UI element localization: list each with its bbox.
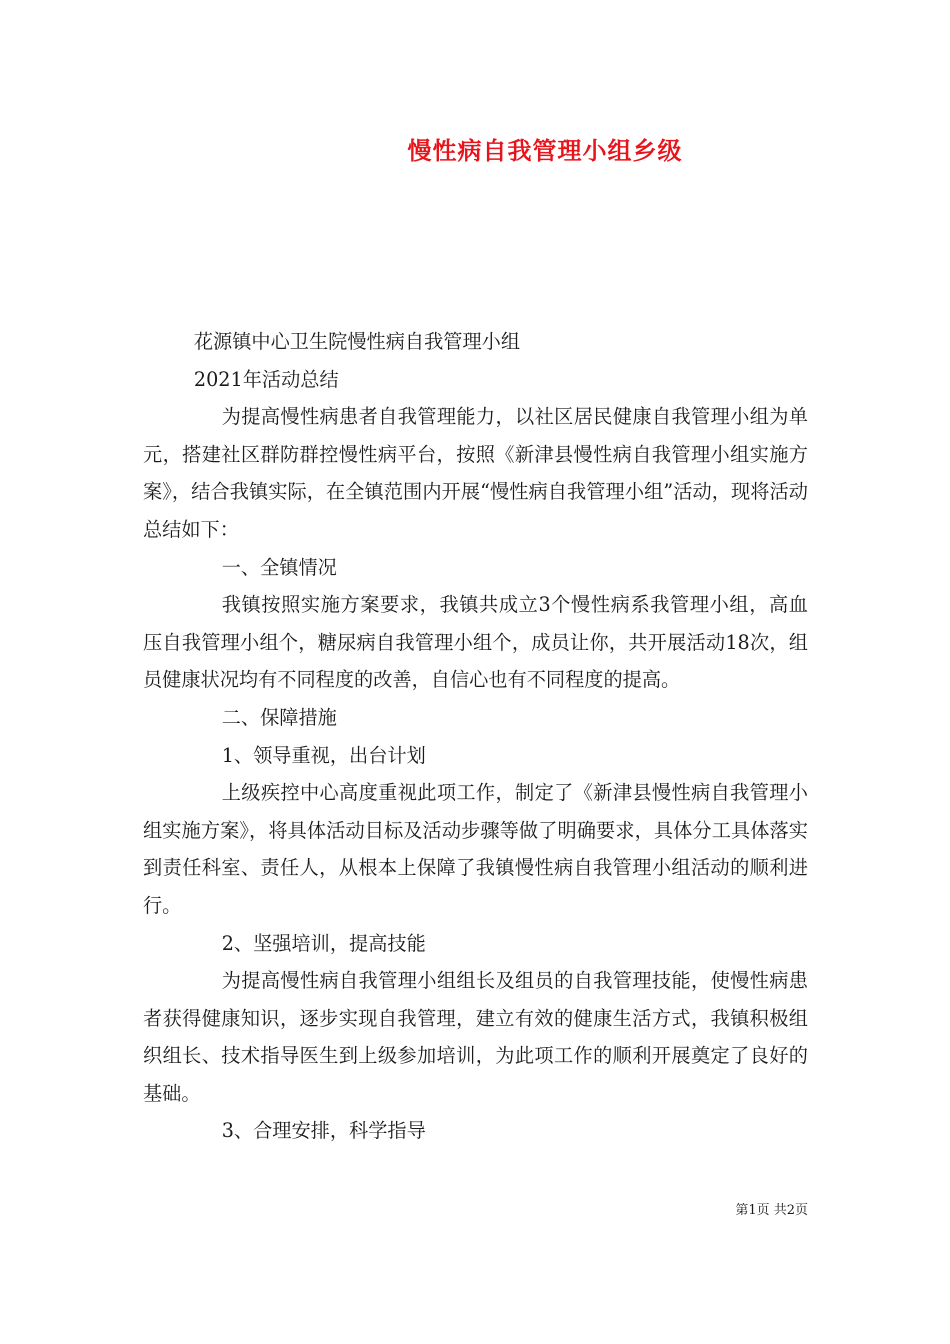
- paragraph-overview: 我镇按照实施方案要求，我镇共成立3个慢性病系我管理小组，高血压自我管理小组个，糖尿病自我管理小组个，成员让你，共开展活动18次，组员健康状况均有不同程度的改善，自信心也有不同程度的提高。: [143, 593, 808, 692]
- paragraph-leadership: 上级疾控中心高度重视此项工作，制定了《新津县慢性病自我管理小组实施方案》，将具体活动目标及活动步骤等做了明确要求，具体分工具体落实到责任科室、责任人，从根本上保障了我镇慢性病自我管理小组活动的顺利进行。: [143, 781, 808, 917]
- subheading-leadership: 1、领导重视，出台计划: [221, 743, 426, 767]
- page-number: 第1页 共2页: [735, 1203, 808, 1218]
- paragraph-intro: 为提高慢性病患者自我管理能力，以社区居民健康自我管理小组为单元，搭建社区群防群控慢性病平台，按照《新津县慢性病自我管理小组实施方案》，结合我镇实际，在全镇范围内开展“慢性病自我管理小组”活动，现将活动总结如下：: [143, 405, 808, 541]
- org-line: 花源镇中心卫生院慢性病自我管理小组: [193, 330, 521, 353]
- subheading-training: 2、坚强培训，提高技能: [221, 931, 426, 955]
- section-heading-measures: 二、保障措施: [221, 705, 337, 729]
- document-title: 慢性病自我管理小组乡级: [407, 136, 683, 165]
- subheading-guidance: 3、合理安排，科学指导: [221, 1119, 426, 1143]
- document-body: [143, 323, 808, 1150]
- paragraph-training: 为提高慢性病自我管理小组组长及组员的自我管理技能，使慢性病患者获得健康知识，逐步实现自我管理，建立有效的健康生活方式，我镇积极组织组长、技术指导医生到上级参加培训，为此项工作的顺利开展奠定了良好的基础。: [143, 969, 808, 1105]
- year-line: 2021年活动总结: [193, 367, 339, 391]
- section-heading-overview: 一、全镇情况: [221, 555, 337, 579]
